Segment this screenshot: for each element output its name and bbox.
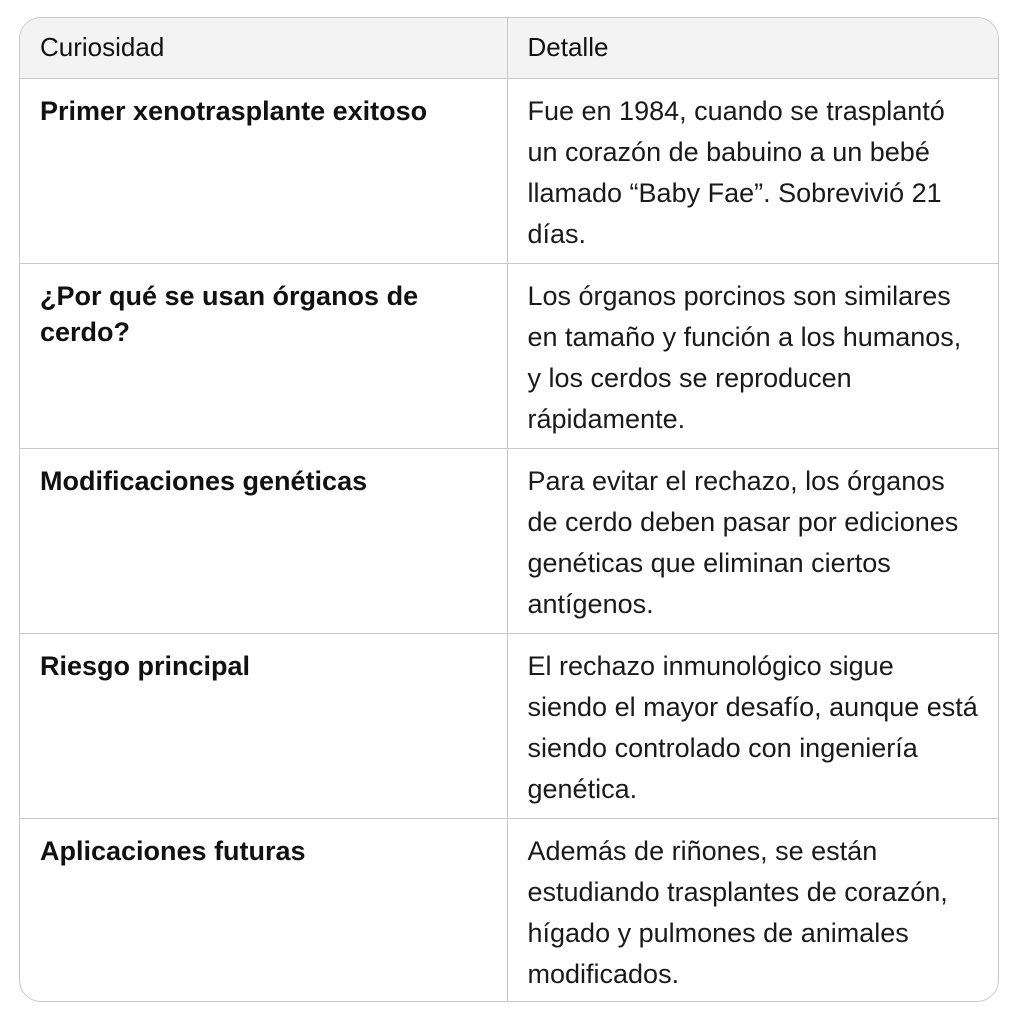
column-header-curiosidad: Curiosidad <box>20 18 507 78</box>
curiosidad-cell: Primer xenotrasplante exitoso <box>40 95 428 126</box>
detalle-cell: El rechazo inmunológico sigue siendo el mayor desafío, aunque está siendo controlado con ingeniería genética. <box>507 633 998 818</box>
table-row <box>20 448 998 633</box>
table-row <box>20 263 998 448</box>
table-row <box>20 78 998 263</box>
detalle-cell: Los órganos porcinos son similares en tamaño y función a los humanos, y los cerdos se reproducen rápidamente. <box>507 263 998 448</box>
curiosidad-cell: ¿Por qué se usan órganos de cerdo? <box>20 263 507 448</box>
curiosidad-cell: Aplicaciones futuras <box>20 818 507 1002</box>
detalle-cell: Además de riñones, se están estudiando trasplantes de corazón, hígado y pulmones de animales modificados. <box>507 818 998 1002</box>
column-header-detalle: Detalle <box>507 18 998 78</box>
data-table <box>20 18 998 1002</box>
detalle-cell: Para evitar el rechazo, los órganos de cerdo deben pasar por ediciones genéticas que eliminan ciertos antígenos. <box>507 448 998 633</box>
table-row <box>20 818 998 1002</box>
table-header-row <box>20 18 998 78</box>
curiosidad-cell: Riesgo principal <box>20 633 507 818</box>
curiosidad-cell: Modificaciones genéticas <box>20 448 507 633</box>
table-row <box>20 633 998 818</box>
curiosities-table <box>19 17 999 1002</box>
detalle-cell: Fue en 1984, cuando se trasplantó un corazón de babuino a un bebé llamado “Baby Fae”. Sobrevivió 21 días. <box>507 78 998 263</box>
